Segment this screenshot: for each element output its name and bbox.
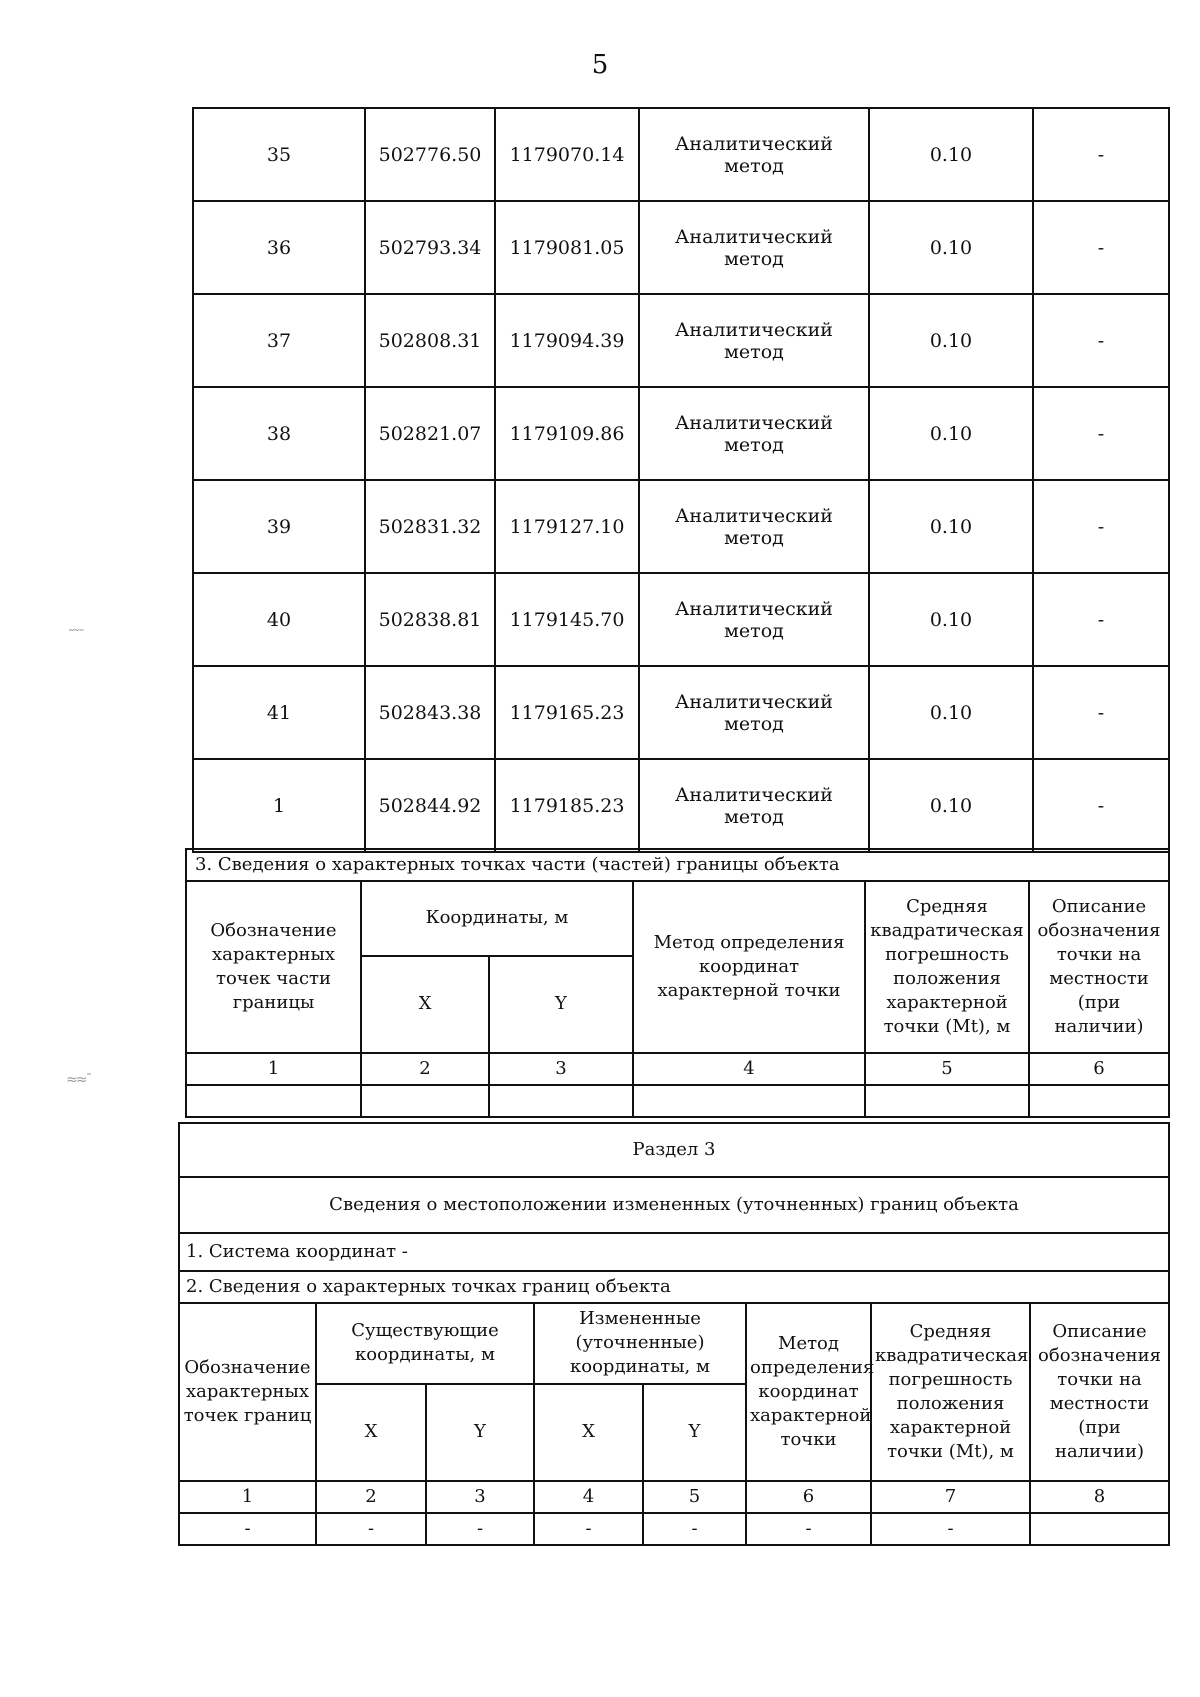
description-cell: - (1033, 294, 1169, 387)
point-number-cell: 1 (193, 759, 365, 852)
part-section-title: 3. Сведения о характерных точках части (частей) границы объекта (186, 849, 1169, 881)
column-number: 3 (426, 1481, 534, 1513)
description-cell: - (1033, 480, 1169, 573)
header-existing-coordinates: Существующие координаты, м (316, 1303, 534, 1384)
header-designation: Обозначение характерных точек границ (179, 1303, 316, 1481)
accuracy-cell: 0.10 (869, 480, 1033, 573)
method-cell: Аналитический метод (639, 480, 869, 573)
description-cell: - (1033, 759, 1169, 852)
method-cell: Аналитический метод (639, 387, 869, 480)
column-number: 4 (633, 1053, 865, 1085)
accuracy-cell: 0.10 (869, 666, 1033, 759)
empty-cell (865, 1085, 1029, 1117)
description-cell: - (1033, 201, 1169, 294)
header-changed-coordinates: Измененные (уточненные) координаты, м (534, 1303, 746, 1384)
point-number-cell: 41 (193, 666, 365, 759)
table-row (193, 108, 1169, 201)
x-coordinate-cell: 502831.32 (365, 480, 495, 573)
header-description: Описание обозначения точки на местности (при наличии) (1030, 1303, 1169, 1481)
column-number: 7 (871, 1481, 1030, 1513)
section3-heading: Раздел 3 (179, 1123, 1169, 1177)
point-number-cell: 39 (193, 480, 365, 573)
column-number: 2 (361, 1053, 489, 1085)
page-number: 5 (591, 50, 609, 80)
point-number-cell: 38 (193, 387, 365, 480)
accuracy-cell: 0.10 (869, 387, 1033, 480)
table-row (193, 201, 1169, 294)
header-coordinates: Координаты, м (361, 881, 633, 956)
header-y: Y (426, 1384, 534, 1481)
header-x: X (534, 1384, 643, 1481)
description-cell: - (1033, 666, 1169, 759)
section3-subheading: Сведения о местоположении измененных (уточненных) границ объекта (179, 1177, 1169, 1233)
column-number: 8 (1030, 1481, 1169, 1513)
table-row (193, 294, 1169, 387)
table-row (193, 480, 1169, 573)
empty-cell (489, 1085, 633, 1117)
empty-value-cell: - (746, 1513, 871, 1545)
column-number: 6 (746, 1481, 871, 1513)
column-number: 6 (1029, 1053, 1169, 1085)
y-coordinate-cell: 1179109.86 (495, 387, 639, 480)
empty-cell (361, 1085, 489, 1117)
empty-cell (1029, 1085, 1169, 1117)
method-cell: Аналитический метод (639, 573, 869, 666)
accuracy-cell: 0.10 (869, 294, 1033, 387)
empty-cell (186, 1085, 361, 1117)
header-method: Метод определения координат характерной точки (633, 881, 865, 1053)
accuracy-cell: 0.10 (869, 759, 1033, 852)
column-number: 5 (865, 1053, 1029, 1085)
scan-artifact: ≈≈ˉ (66, 1072, 91, 1088)
y-coordinate-cell: 1179094.39 (495, 294, 639, 387)
point-number-cell: 35 (193, 108, 365, 201)
y-coordinate-cell: 1179127.10 (495, 480, 639, 573)
column-number: 1 (186, 1053, 361, 1085)
empty-value-cell (1030, 1513, 1169, 1545)
table-row (193, 387, 1169, 480)
description-cell: - (1033, 108, 1169, 201)
points-title: 2. Сведения о характерных точках границ объекта (179, 1271, 1169, 1303)
point-number-cell: 40 (193, 573, 365, 666)
empty-value-cell: - (643, 1513, 746, 1545)
accuracy-cell: 0.10 (869, 108, 1033, 201)
method-cell: Аналитический метод (639, 108, 869, 201)
y-coordinate-cell: 1179070.14 (495, 108, 639, 201)
x-coordinate-cell: 502838.81 (365, 573, 495, 666)
y-coordinate-cell: 1179145.70 (495, 573, 639, 666)
x-coordinate-cell: 502776.50 (365, 108, 495, 201)
boundary-points-table (192, 107, 1170, 853)
empty-value-cell: - (871, 1513, 1030, 1545)
x-coordinate-cell: 502821.07 (365, 387, 495, 480)
empty-value-cell: - (179, 1513, 316, 1545)
method-cell: Аналитический метод (639, 759, 869, 852)
part-points-table (185, 848, 1170, 1118)
header-description: Описание обозначения точки на местности (при наличии) (1029, 881, 1169, 1053)
y-coordinate-cell: 1179185.23 (495, 759, 639, 852)
empty-value-cell: - (426, 1513, 534, 1545)
scan-artifact: ˜˜ˉ (68, 628, 83, 644)
column-number: 3 (489, 1053, 633, 1085)
column-number: 5 (643, 1481, 746, 1513)
method-cell: Аналитический метод (639, 294, 869, 387)
column-number: 2 (316, 1481, 426, 1513)
x-coordinate-cell: 502843.38 (365, 666, 495, 759)
header-x: X (316, 1384, 426, 1481)
method-cell: Аналитический метод (639, 201, 869, 294)
header-x: X (361, 956, 489, 1053)
x-coordinate-cell: 502844.92 (365, 759, 495, 852)
x-coordinate-cell: 502808.31 (365, 294, 495, 387)
header-accuracy: Средняя квадратическая погрешность положения характерной точки (Mt), м (865, 881, 1029, 1053)
table-row (193, 573, 1169, 666)
empty-cell (633, 1085, 865, 1117)
point-number-cell: 36 (193, 201, 365, 294)
description-cell: - (1033, 573, 1169, 666)
point-number-cell: 37 (193, 294, 365, 387)
header-y: Y (489, 956, 633, 1053)
coord-system: 1. Система координат - (179, 1233, 1169, 1271)
empty-value-cell: - (534, 1513, 643, 1545)
accuracy-cell: 0.10 (869, 573, 1033, 666)
accuracy-cell: 0.10 (869, 201, 1033, 294)
table-row (193, 759, 1169, 852)
y-coordinate-cell: 1179165.23 (495, 666, 639, 759)
x-coordinate-cell: 502793.34 (365, 201, 495, 294)
empty-value-cell: - (316, 1513, 426, 1545)
header-method: Метод определения координат характерной точки (746, 1303, 871, 1481)
y-coordinate-cell: 1179081.05 (495, 201, 639, 294)
description-cell: - (1033, 387, 1169, 480)
column-number: 4 (534, 1481, 643, 1513)
header-designation: Обозначение характерных точек части границы (186, 881, 361, 1053)
section3-table (178, 1122, 1170, 1546)
table-row (193, 666, 1169, 759)
header-accuracy: Средняя квадратическая погрешность положения характерной точки (Mt), м (871, 1303, 1030, 1481)
method-cell: Аналитический метод (639, 666, 869, 759)
column-number: 1 (179, 1481, 316, 1513)
header-y: Y (643, 1384, 746, 1481)
